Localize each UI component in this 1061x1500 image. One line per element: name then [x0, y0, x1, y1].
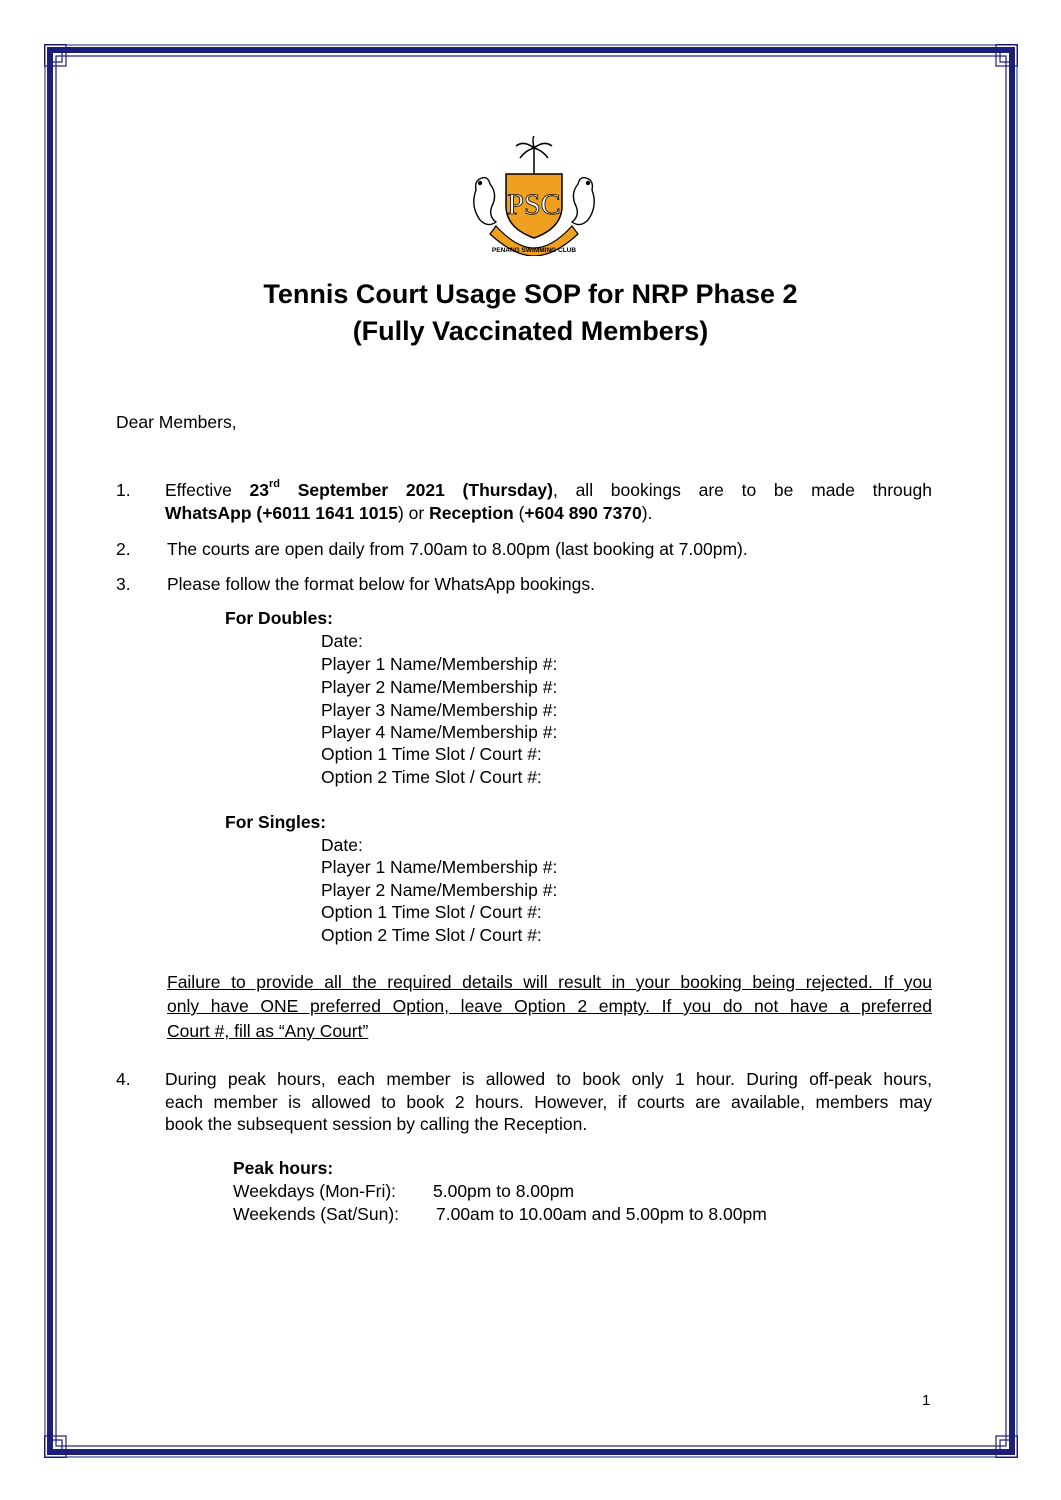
doubles-field: Player 3 Name/Membership #:	[321, 700, 558, 720]
item-3-text: Please follow the format below for WhatsApp bookings.	[167, 574, 595, 594]
doubles-heading: For Doubles:	[225, 608, 333, 628]
doubles-field: Option 1 Time Slot / Court #:	[321, 744, 542, 764]
seahorse-right-icon	[572, 178, 594, 225]
singles-heading: For Singles:	[225, 812, 327, 832]
salutation: Dear Members,	[116, 412, 237, 432]
warning-line-1: Failure to provide all the required details will result in your booking being rejected. If you	[167, 972, 932, 992]
singles-field: Date:	[321, 835, 363, 855]
club-logo	[466, 136, 602, 256]
item-4-line-3: book the subsequent session by calling the Reception.	[165, 1114, 588, 1134]
item-1-line-2: WhatsApp (+6011 1641 1015) or Reception (+604 890 7370).	[165, 503, 653, 523]
item-1-number: 1.	[116, 480, 131, 500]
doubles-field: Player 1 Name/Membership #:	[321, 654, 558, 674]
doubles-field: Date:	[321, 631, 363, 651]
item-3-number: 3.	[116, 574, 131, 594]
doubles-field: Option 2 Time Slot / Court #:	[321, 767, 542, 787]
item-4-line-2: each member is allowed to book 2 hours. However, if courts are available, members may	[165, 1092, 932, 1112]
peak-weekends-time: 7.00am to 10.00am and 5.00pm to 8.00pm	[436, 1204, 767, 1224]
peak-weekdays-label: Weekdays (Mon-Fri):	[233, 1181, 397, 1201]
whatsapp-contact: WhatsApp (+6011 1641 1015	[165, 503, 398, 523]
singles-field: Player 1 Name/Membership #:	[321, 857, 558, 877]
item-2-number: 2.	[116, 539, 131, 559]
singles-field: Option 2 Time Slot / Court #:	[321, 925, 542, 945]
title-line-2: (Fully Vaccinated Members)	[352, 316, 709, 346]
seahorse-left-icon	[474, 178, 496, 225]
reception-phone: +604 890 7370	[524, 503, 642, 523]
logo-ribbon-text: PENANG SWIMMING CLUB	[491, 247, 577, 254]
item-4-number: 4.	[116, 1069, 131, 1089]
palm-tree-icon	[516, 136, 552, 174]
title-line-1: Tennis Court Usage SOP for NRP Phase 2	[263, 279, 798, 309]
peak-weekends-label: Weekends (Sat/Sun):	[233, 1204, 400, 1224]
warning-line-3: Court #, fill as “Any Court”	[167, 1021, 369, 1041]
page-number: 1	[922, 1392, 931, 1409]
peak-heading: Peak hours:	[233, 1158, 334, 1178]
reception-label: Reception	[429, 503, 514, 523]
singles-field: Player 2 Name/Membership #:	[321, 880, 558, 900]
singles-field: Option 1 Time Slot / Court #:	[321, 902, 542, 922]
peak-weekdays-time: 5.00pm to 8.00pm	[433, 1181, 575, 1201]
doubles-field: Player 4 Name/Membership #:	[321, 722, 558, 742]
logo-monogram: PSC	[507, 188, 561, 221]
item-2-text: The courts are open daily from 7.00am to 8.00pm (last booking at 7.00pm).	[167, 539, 748, 559]
item-1-line-1: Effective 23rd September 2021 (Thursday), all bookings are to be made through	[165, 478, 932, 500]
item-4-line-1: During peak hours, each member is allowed to book only 1 hour. During off-peak hours,	[165, 1069, 932, 1089]
doubles-field: Player 2 Name/Membership #:	[321, 677, 558, 697]
warning-line-2: only have ONE preferred Option, leave Option 2 empty. If you do not have a preferred	[167, 996, 932, 1016]
